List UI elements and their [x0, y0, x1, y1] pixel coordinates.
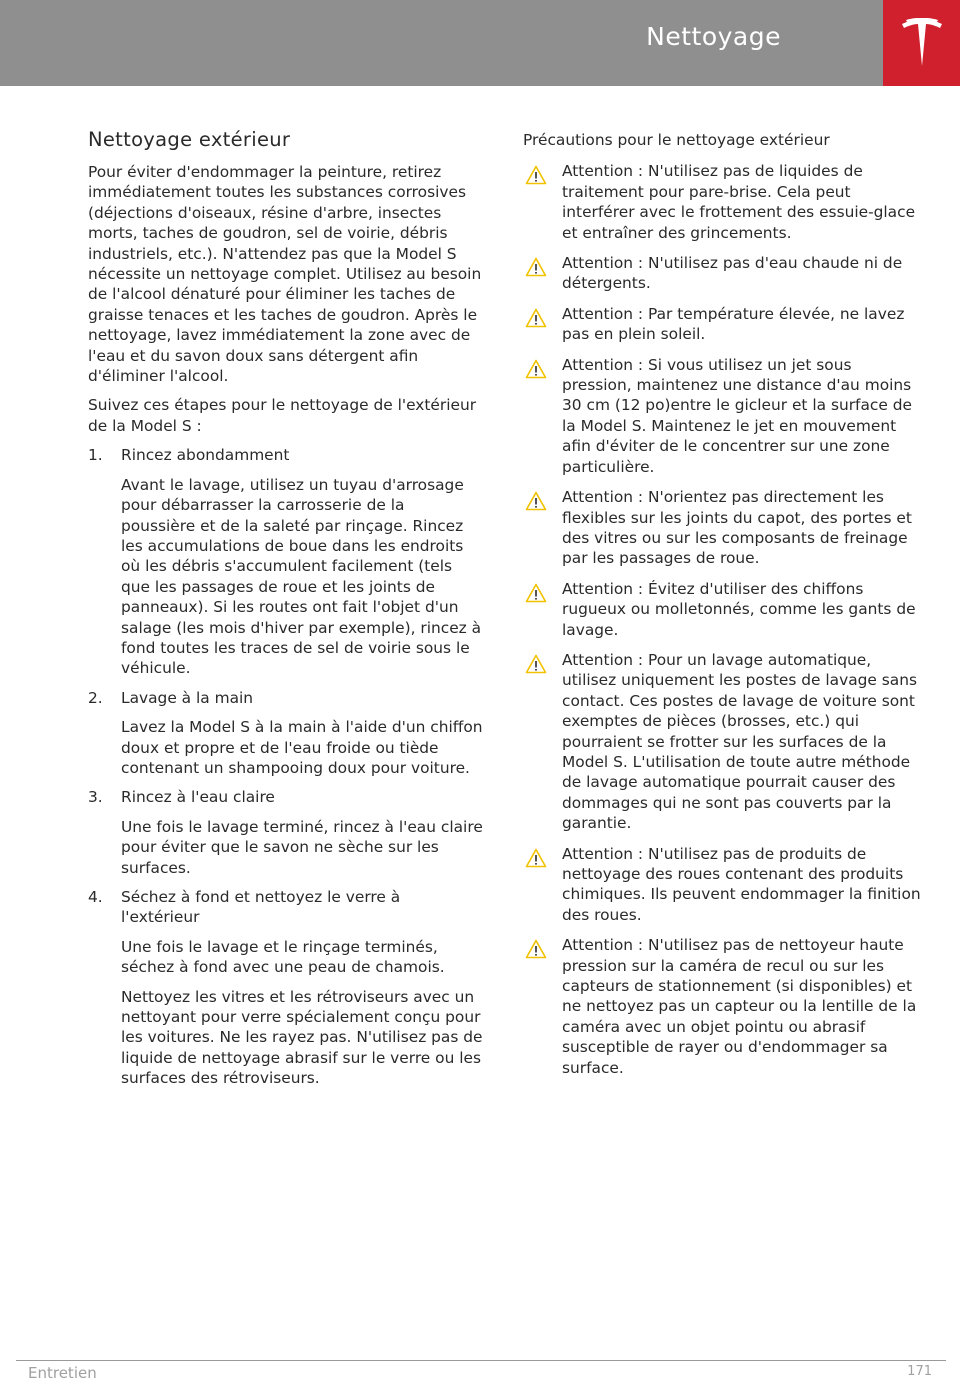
steps-list	[88, 445, 483, 1088]
precautions-heading: Précautions pour le nettoyage extérieur	[523, 131, 830, 149]
warning-text: Attention : N'utilisez pas d'eau chaude ni de détergents.	[562, 254, 903, 293]
warning-text: Attention : N'utilisez pas de nettoyeur haute pression sur la caméra de recul ou sur les capteurs de stationnement (si disponibles) et ne nettoyez pas un capteur ou la lentille de la caméra avec un objet pointu ou abrasif susceptible de rayer ou d'endommager sa surface.	[562, 936, 917, 1077]
header-band	[0, 0, 883, 86]
warning-item	[523, 935, 923, 1078]
right-column	[523, 130, 923, 1088]
warning-text: Attention : N'orientez pas directement les flexibles sur les joints du capot, des portes et des vitres ou sur les composants de freinage par les passages de roue.	[562, 488, 912, 568]
page-title: Nettoyage	[646, 22, 781, 51]
warning-item	[523, 579, 923, 640]
warning-triangle-icon	[525, 165, 547, 185]
warning-triangle-icon	[525, 654, 547, 674]
footer-section-name: Entretien	[28, 1364, 97, 1382]
step-body: Lavez la Model S à la main à l'aide d'un chiffon doux et propre et de l'eau froide ou tiède contenant un shampooing doux pour voiture.	[121, 718, 483, 777]
warning-text: Attention : Par température élevée, ne lavez pas en plein soleil.	[562, 304, 905, 344]
step-item	[88, 887, 483, 1089]
warning-text: Attention : Évitez d'utiliser des chiffons rugueux ou molletonnés, comme les gants de lavage.	[562, 579, 916, 639]
step-body: Avant le lavage, utilisez un tuyau d'arrosage pour débarrasser la carrosserie de la poussière et de la saleté par rinçage. Rincez les accumulations de boue dans les endroits où les débris s'accumulent facilement (tels que les passages de roue et les joints de panneaux). Si les routes ont fait l'objet d'un salage (les mois d'hiver par exemple), rincez à fond toutes les traces de sel de voirie sous le véhicule.	[121, 475, 482, 678]
warning-item	[523, 650, 923, 834]
intro-paragraph: Pour éviter d'endommager la peinture, retirez immédiatement toutes les substances corrosives (déjections d'oiseaux, résine d'arbre, insectes morts, taches de goudron, sel de voirie, débris industriels, etc.). N'attendez pas que la Model S nécessite un nettoyage complet. Utilisez au besoin de l'alcool dénaturé pour éliminer les taches de graisse tenaces et les taches de goudron. Après le nettoyage, lavez immédiatement la zone avec de l'eau et du savon doux sans détergent afin d'éliminer l'alcool.	[88, 163, 482, 386]
step-title: Rincez abondamment	[121, 446, 290, 465]
step-body: Une fois le lavage et le rinçage terminés, séchez à fond avec une peau de chamois.	[121, 937, 445, 977]
steps-intro: Suivez ces étapes pour le nettoyage de l'extérieur de la Model S :	[88, 396, 477, 435]
step-item	[88, 688, 483, 779]
warning-triangle-icon	[525, 308, 547, 328]
step-number: 4.	[88, 888, 103, 906]
tesla-logo-icon	[900, 18, 944, 68]
warning-triangle-icon	[525, 583, 547, 603]
warning-item	[523, 844, 923, 926]
warning-triangle-icon	[525, 491, 547, 511]
warning-triangle-icon	[525, 257, 547, 277]
warning-triangle-icon	[525, 848, 547, 868]
left-column	[88, 128, 483, 1098]
step-item	[88, 445, 483, 678]
warning-text: Attention : N'utilisez pas de produits de nettoyage des roues contenant des produits chimiques. Ils peuvent endommager la finition des roues.	[562, 844, 921, 924]
warning-item	[523, 355, 923, 477]
step-number: 3.	[88, 788, 103, 807]
warning-item	[523, 253, 923, 294]
section-title: Nettoyage extérieur	[88, 128, 291, 151]
step-number: 1.	[88, 446, 103, 465]
warning-triangle-icon	[525, 359, 547, 379]
step-title: Rincez à l'eau claire	[121, 788, 275, 807]
warning-text: Attention : Si vous utilisez un jet sous pression, maintenez une distance d'au moins 30 cm (12 po)entre le gicleur et la surface de la Model S. Maintenez le jet en mouvement afin d'éviter de le concentrer sur une zone particulière.	[562, 355, 912, 476]
step-title: Séchez à fond et nettoyez le verre à l'extérieur	[121, 888, 401, 927]
step-number: 2.	[88, 688, 103, 707]
step-title: Lavage à la main	[121, 688, 254, 707]
step-item	[88, 787, 483, 878]
page-number: 171	[907, 1364, 932, 1379]
footer-divider	[16, 1360, 946, 1361]
warning-item	[523, 304, 923, 345]
warning-triangle-icon	[525, 939, 547, 959]
step-body: Une fois le lavage terminé, rincez à l'eau claire pour éviter que le savon ne sèche sur les surfaces.	[121, 817, 483, 877]
warning-text: Attention : Pour un lavage automatique, utilisez uniquement les postes de lavage sans contact. Ces postes de lavage de voiture sont exemptes de pièces (brosses, etc.) qui pourraient se frotter sur les surfaces de la Model S. L'utilisation de toute autre méthode de lavage automatique pourrait causer des dommages qui ne sont pas couverts par la garantie.	[562, 650, 917, 833]
warning-item	[523, 487, 923, 569]
warnings-list	[523, 161, 923, 1078]
warning-text: Attention : N'utilisez pas de liquides de traitement pour pare-brise. Cela peut interférer avec le frottement des essuie-glace et entraîner des grincements.	[562, 162, 916, 242]
brand-logo-box	[883, 0, 960, 86]
warning-item	[523, 161, 923, 243]
step-body: Nettoyez les vitres et les rétroviseurs avec un nettoyant pour verre spécialement conçu pour les voitures. Ne les rayez pas. N'utilisez pas de liquide de nettoyage abrasif sur le verre ou les surfaces des rétroviseurs.	[121, 987, 483, 1088]
